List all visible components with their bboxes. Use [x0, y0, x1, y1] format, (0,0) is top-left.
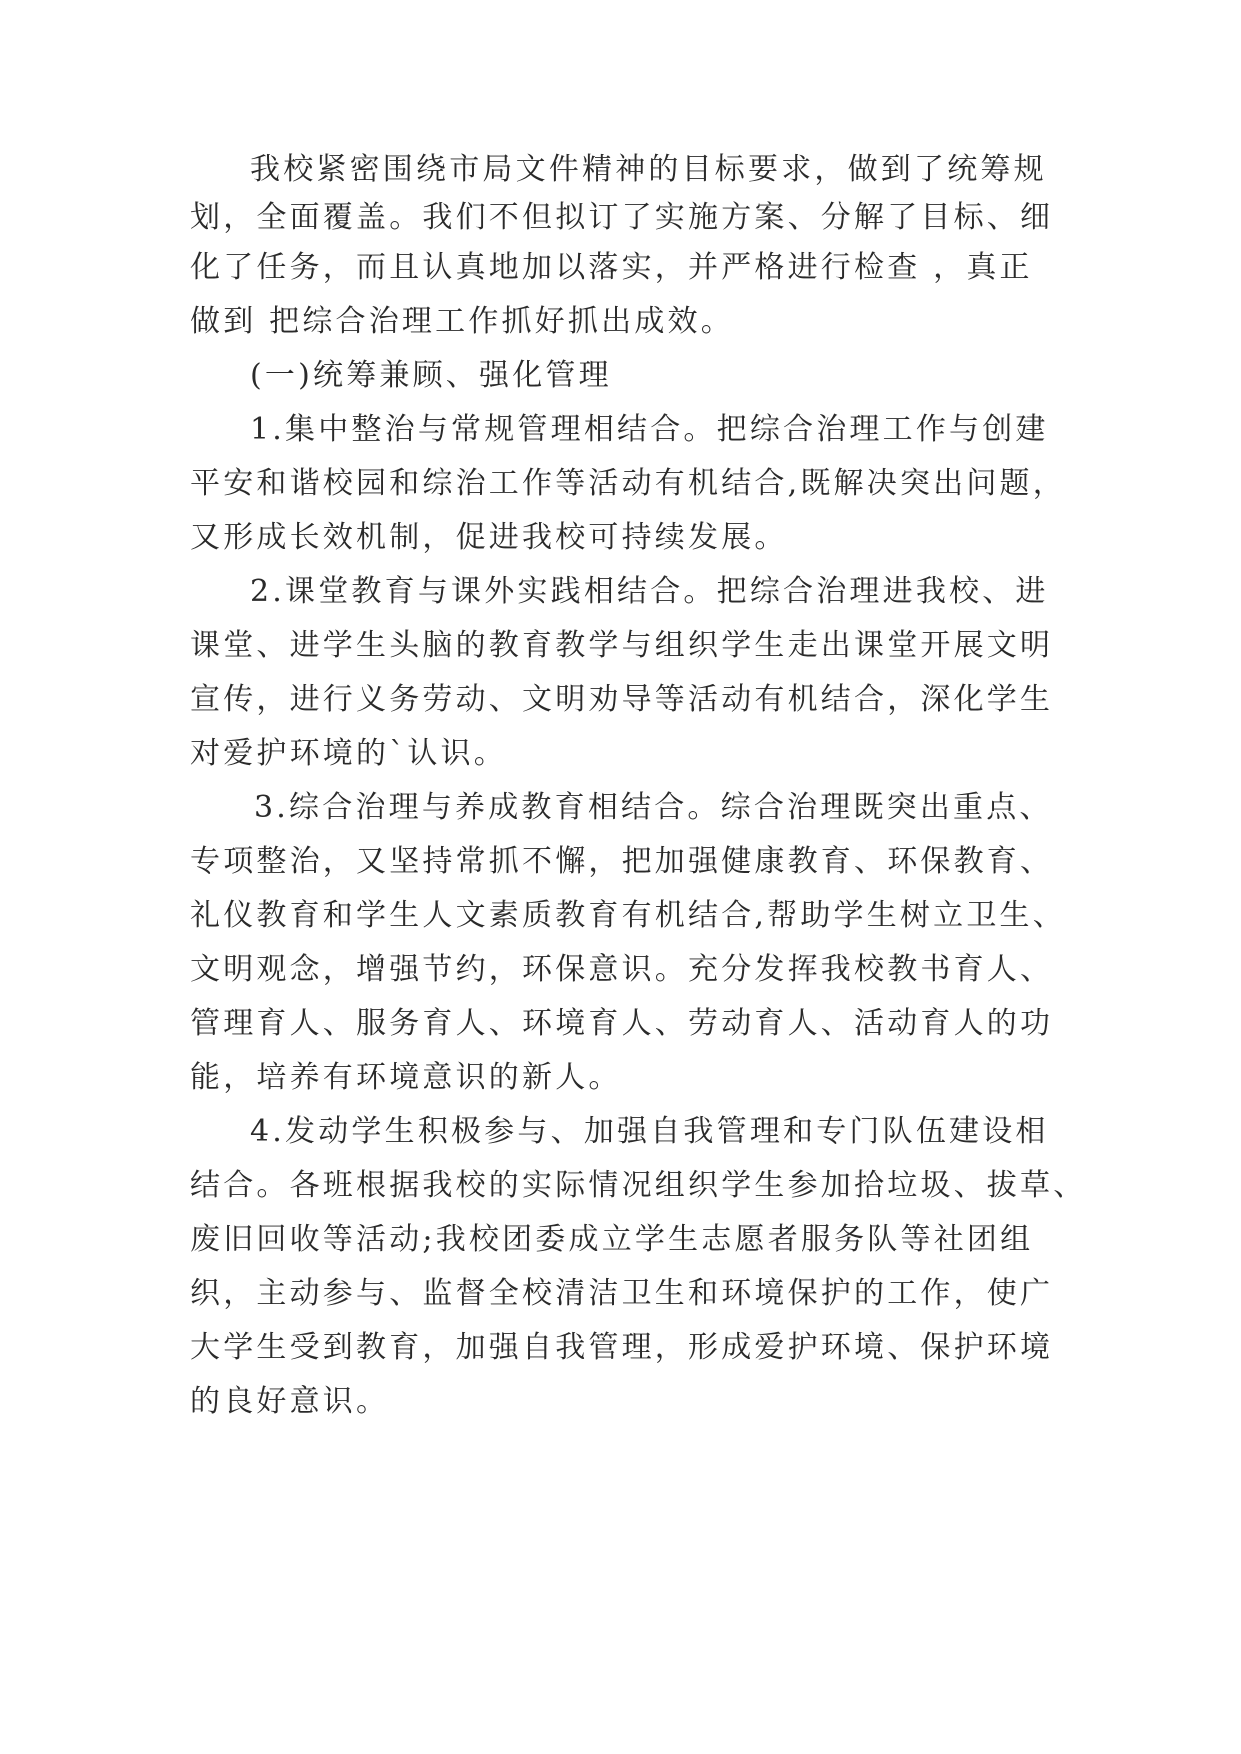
paragraph-line: 文明观念，增强节约，环保意识。充分发挥我校教书育人、 [190, 952, 1054, 987]
paragraph-line: 1.集中整治与常规管理相结合。把综合治理工作与创建 [250, 412, 1049, 447]
section-heading: (一)统筹兼顾、强化管理 [250, 358, 612, 393]
paragraph-line: 宣传，进行义务劳动、文明劝导等活动有机结合，深化学生 [190, 682, 1054, 717]
paragraph-line: 做到 把综合治理工作抓好抓出成效。 [190, 304, 734, 339]
paragraph-line: 的良好意识。 [190, 1384, 390, 1419]
paragraph-line: 4.发动学生积极参与、加强自我管理和专门队伍建设相 [250, 1114, 1049, 1149]
paragraph-line: 对爱护环境的`认识。 [190, 736, 507, 771]
paragraph-line: 又形成长效机制，促进我校可持续发展。 [190, 520, 788, 555]
paragraph-line: 结合。各班根据我校的实际情况组织学生参加拾垃圾、拔草、 [190, 1168, 1087, 1203]
paragraph-line: 大学生受到教育，加强自我管理，形成爱护环境、保护环境 [190, 1330, 1054, 1365]
paragraph-line: 化了任务，而且认真地加以落实，并严格进行检查 ，真正 [190, 250, 1033, 285]
paragraph-line: 礼仪教育和学生人文素质教育有机结合,帮助学生树立卫生、 [190, 898, 1066, 933]
paragraph-line: 织，主动参与、监督全校清洁卫生和环境保护的工作，使广 [190, 1276, 1054, 1311]
paragraph-line: 我校紧密围绕市局文件精神的目标要求，做到了统筹规 [250, 152, 1047, 187]
paragraph-line: 课堂、进学生头脑的教育教学与组织学生走出课堂开展文明 [190, 628, 1054, 663]
paragraph-line: 能，培养有环境意识的新人。 [190, 1060, 622, 1095]
paragraph-line: 平安和谐校园和综治工作等活动有机结合,既解决突出问题， [190, 466, 1066, 501]
paragraph-line: 划，全面覆盖。我们不但拟订了实施方案、分解了目标、细 [190, 200, 1054, 235]
paragraph-line: 专项整治，又坚持常抓不懈，把加强健康教育、环保教育、 [190, 844, 1054, 879]
paragraph-line: 管理育人、服务育人、环境育人、劳动育人、活动育人的功 [190, 1006, 1054, 1041]
paragraph-line: 3.综合治理与养成教育相结合。综合治理既突出重点、 [254, 790, 1053, 825]
paragraph-line: 2.课堂教育与课外实践相结合。把综合治理进我校、进 [250, 574, 1049, 609]
paragraph-line: 废旧回收等活动;我校团委成立学生志愿者服务队等社团组 [190, 1222, 1034, 1257]
